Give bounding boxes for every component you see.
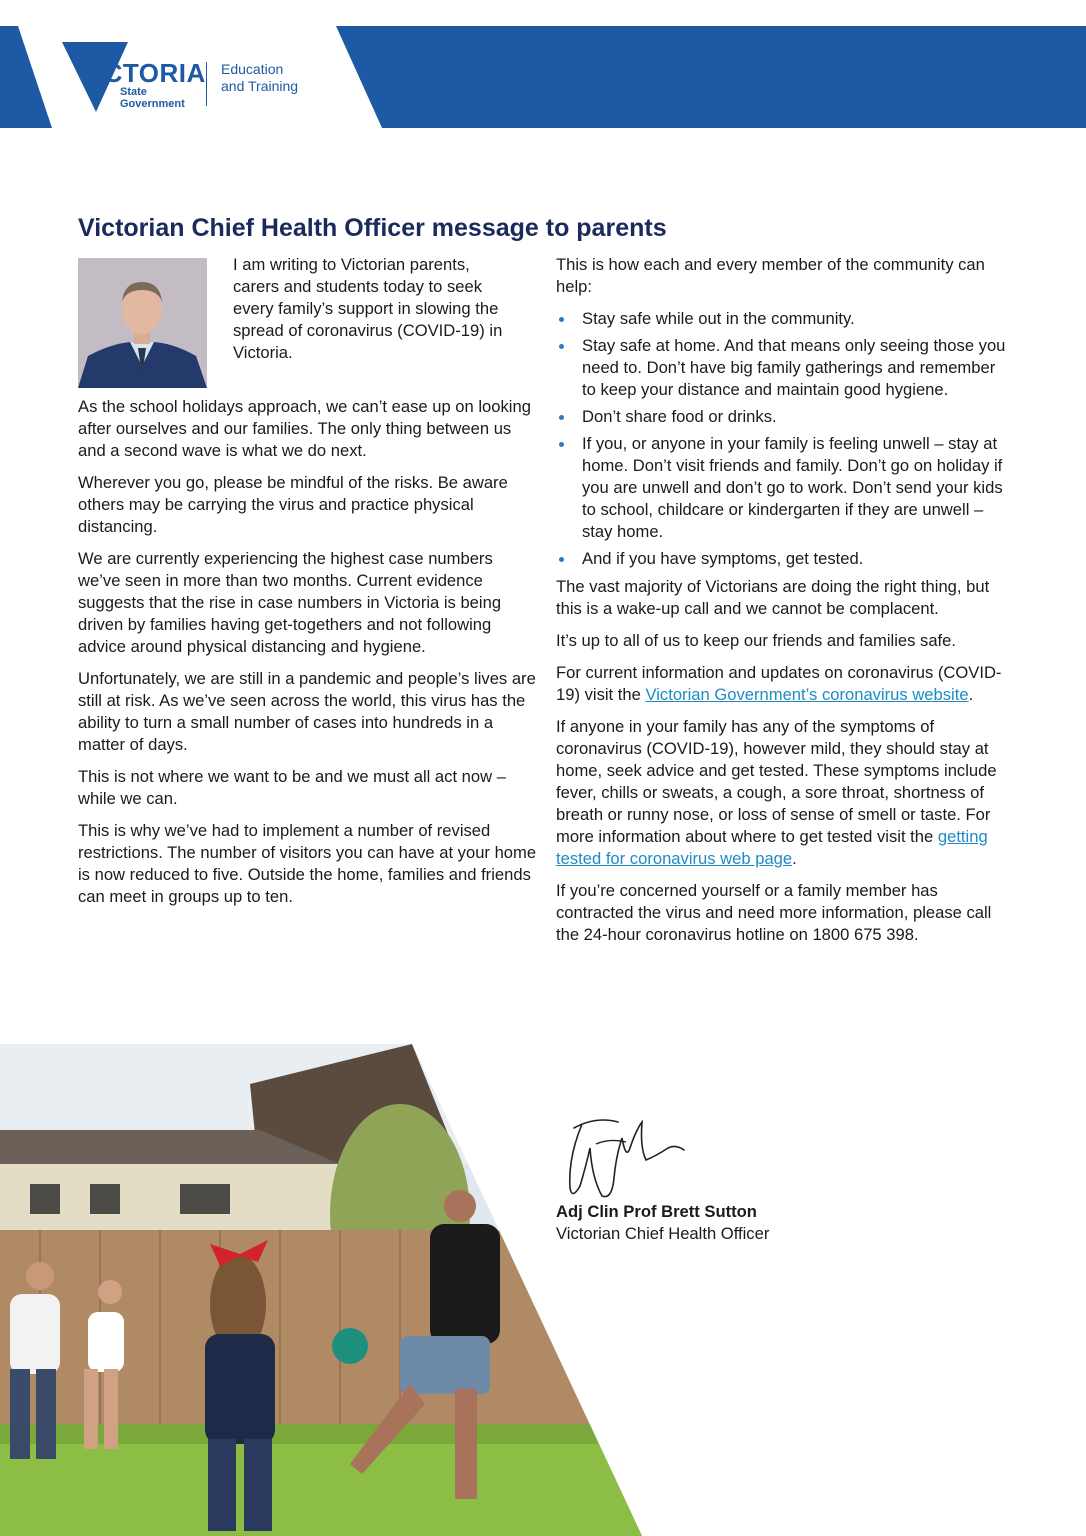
coronavirus-website-link[interactable]: Victorian Government’s coronavirus website bbox=[645, 685, 969, 704]
paragraph: Unfortunately, we are still in a pandemic and people’s lives are still at risk. As we’ve seen across the world, this virus has the ability to turn a small number of cases into hundreds in a matter of days. bbox=[78, 669, 536, 754]
paragraph: As the school holidays approach, we can’t ease up on looking after ourselves and our families. The only thing between us and a second wave is what we do next. bbox=[78, 397, 531, 460]
getting-tested-link[interactable]: getting tested for coronavirus web page bbox=[556, 827, 988, 868]
backyard-photo bbox=[0, 1044, 650, 1536]
page-title: Victorian Chief Health Officer message to parents bbox=[78, 214, 667, 242]
department-name: Education and Training bbox=[221, 61, 299, 94]
paragraph: We are currently experiencing the highest case numbers we’ve seen in more than two months. Current evidence suggests that the rise in case numbers in Victoria is being driven by families having get-togethers and not following advice around physical distancing and hygiene. bbox=[78, 549, 502, 656]
logo-victoria: VICTORIA bbox=[78, 58, 206, 88]
header-banner bbox=[0, 0, 1086, 140]
list-item: And if you have symptoms, get tested. bbox=[556, 548, 1008, 570]
paragraph: Wherever you go, please be mindful of the risks. Be aware others may be carrying the virus and practice physical distancing. bbox=[78, 473, 508, 536]
info-paragraph: For current information and updates on coronavirus (COVID-19) visit the Victorian Government’s coronavirus website. bbox=[556, 663, 1002, 704]
list-item: Stay safe while out in the community. bbox=[556, 308, 1008, 330]
paragraph: It’s up to all of us to keep our friends and families safe. bbox=[556, 631, 957, 650]
signer-role: Victorian Chief Health Officer bbox=[556, 1224, 770, 1243]
logo-divider bbox=[206, 62, 207, 106]
list-item: Stay safe at home. And that means only seeing those you need to. Don’t have big family gatherings and remember to keep your distance and maintain good hygiene. bbox=[556, 335, 1008, 401]
portrait-photo bbox=[78, 258, 207, 388]
right-column bbox=[556, 254, 1008, 956]
signer-name: Adj Clin Prof Brett Sutton bbox=[556, 1202, 757, 1221]
left-column bbox=[78, 396, 538, 918]
paragraph: The vast majority of Victorians are doing the right thing, but this is a wake-up call and we cannot be complacent. bbox=[556, 577, 990, 618]
list-item: If you, or anyone in your family is feeling unwell – stay at home. Don’t visit friends and family. Don’t go on holiday if you are unwell and don’t go to work. Don’t send your kids to school, childcare or kindergarten if they are unwell – stay home. bbox=[556, 433, 1008, 543]
help-list bbox=[556, 308, 1008, 570]
hotline-paragraph: If you’re concerned yourself or a family member has contracted the virus and need more information, please call the 24-hour coronavirus hotline on 1800 675 398. bbox=[556, 881, 992, 944]
symptoms-paragraph: If anyone in your family has any of the symptoms of coronavirus (COVID-19), however mild, they should stay at home, seek advice and get tested. These symptoms include fever, chills or sweats, a cough, a sore throat, shortness of breath or runny nose, or loss of sense of smell or taste. For more information about where to get tested visit the getting tested for coronavirus web page. bbox=[556, 717, 997, 868]
paragraph: This is not where we want to be and we must all act now – while we can. bbox=[78, 767, 506, 808]
intro-paragraph: I am writing to Victorian parents, carers and students today to seek every family’s support in slowing the spread of coronavirus (COVID-19) in Victoria. bbox=[233, 255, 503, 362]
logo-state-government: State Government bbox=[120, 86, 185, 110]
list-item: Don’t share food or drinks. bbox=[556, 406, 1008, 428]
paragraph: This is why we’ve had to implement a number of revised restrictions. The number of visitors you can have at your home is now reduced to five. Outside the home, families and friends can meet in groups up to ten. bbox=[78, 821, 537, 906]
help-intro: This is how each and every member of the community can help: bbox=[556, 255, 985, 296]
